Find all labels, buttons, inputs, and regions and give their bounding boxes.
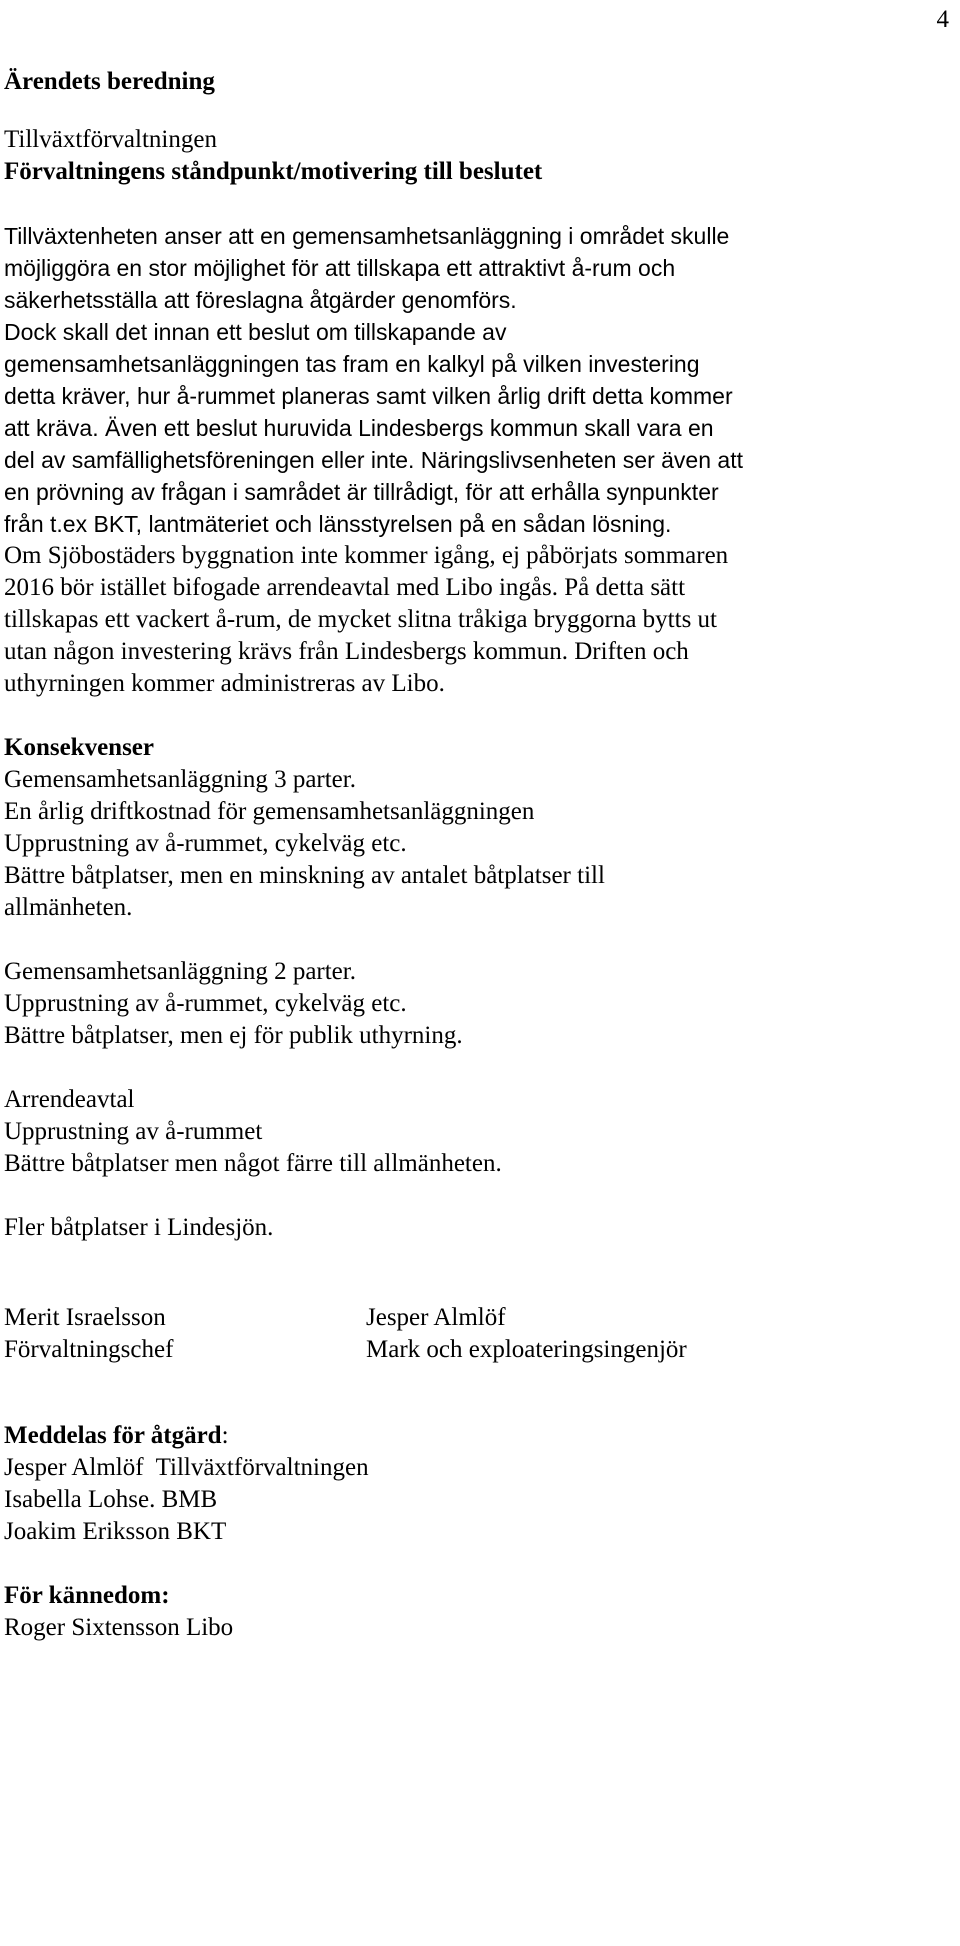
consequence-line: Bättre båtplatser men något färre till allmänheten.	[4, 1150, 502, 1177]
text-line: från t.ex BKT, lantmäteriet och länsstyrelsen på en sådan lösning.	[4, 511, 672, 537]
signer-title: Mark och exploateringsingenjör	[366, 1336, 687, 1363]
text-line: gemensamhetsanläggningen tas fram en kalkyl på vilken investering	[4, 351, 700, 377]
action-heading-line	[4, 1420, 956, 1452]
text-line: tillskapas ett vackert å-rum, de mycket slitna tråkiga bryggorna bytts ut	[4, 606, 717, 633]
consequence-line: Bättre båtplatser, men ej för publik uthyrning.	[4, 1022, 463, 1049]
consequence-line: Gemensamhetsanläggning 3 parter.	[4, 766, 356, 793]
consequence-line: Bättre båtplatser, men en minskning av antalet båtplatser till	[4, 862, 605, 889]
motivation-paragraph-continued	[4, 540, 956, 700]
text-line: detta kräver, hur å-rummet planeras samt vilken årlig drift detta kommer	[4, 383, 733, 409]
signature-2	[366, 1302, 728, 1366]
text-line: Tillväxtenheten anser att en gemensamhetsanläggning i området skulle	[4, 223, 730, 249]
action-heading-colon: :	[221, 1422, 229, 1449]
text-line: möjliggöra en stor möjlighet för att tillskapa ett attraktivt å-rum och	[4, 255, 676, 281]
consequence-line: Upprustning av å-rummet, cykelväg etc.	[4, 990, 407, 1017]
consequence-group-4	[4, 1212, 956, 1244]
page-number: 4	[936, 6, 949, 33]
motivation-heading: Förvaltningens ståndpunkt/motivering till beslutet	[4, 158, 543, 185]
document-body	[4, 66, 956, 1644]
text-line: Dock skall det innan ett beslut om tillskapande av	[4, 319, 507, 345]
recipient: Roger Sixtensson Libo	[4, 1614, 234, 1641]
consequence-line: allmänheten.	[4, 894, 133, 921]
consequence-line: En årlig driftkostnad för gemensamhetsanläggningen	[4, 798, 535, 825]
action-recipients	[4, 1452, 956, 1548]
text-line: Om Sjöbostäders byggnation inte kommer igång, ej påbörjats sommaren	[4, 542, 729, 569]
consequences-heading: Konsekvenser	[4, 734, 154, 761]
text-line: utan någon investering krävs från Lindesbergs kommun. Driften och	[4, 638, 689, 665]
consequence-line: Fler båtplatser i Lindesjön.	[4, 1214, 274, 1241]
department-name: Tillväxtförvaltningen	[4, 126, 217, 153]
action-heading: Meddelas för åtgärd	[4, 1422, 222, 1449]
consequence-line: Gemensamhetsanläggning 2 parter.	[4, 958, 356, 985]
info-heading: För kännedom:	[4, 1582, 170, 1609]
text-line: en prövning av frågan i samrådet är tillrådigt, för att erhålla synpunkter	[4, 479, 719, 505]
recipient: Joakim Eriksson BKT	[4, 1518, 227, 1545]
text-line: säkerhetsställa att föreslagna åtgärder genomförs.	[4, 287, 517, 313]
signer-name: Merit Israelsson	[4, 1304, 166, 1331]
text-line: uthyrningen kommer administreras av Libo.	[4, 670, 445, 697]
consequence-group-3	[4, 1084, 956, 1180]
text-line: att kräva. Även ett beslut huruvida Lindesbergs kommun skall vara en	[4, 415, 714, 441]
consequence-line: Arrendeavtal	[4, 1086, 135, 1113]
signer-name: Jesper Almlöf	[366, 1304, 506, 1331]
motivation-paragraph	[4, 220, 956, 540]
section-heading: Ärendets beredning	[4, 68, 215, 95]
text-line: 2016 bör istället bifogade arrendeavtal med Libo ingås. På detta sätt	[4, 574, 686, 601]
consequence-group-2	[4, 956, 956, 1052]
recipient: Isabella Lohse. BMB	[4, 1486, 218, 1513]
signer-title: Förvaltningschef	[4, 1336, 174, 1363]
consequence-line: Upprustning av å-rummet	[4, 1118, 263, 1145]
consequence-group-1	[4, 764, 956, 924]
signature-1	[4, 1302, 366, 1366]
text-line: del av samfällighetsföreningen eller inte. Näringslivsenheten ser även att	[4, 447, 743, 473]
recipient: Jesper Almlöf Tillväxtförvaltningen	[4, 1454, 369, 1481]
signature-block	[4, 1302, 956, 1366]
consequence-line: Upprustning av å-rummet, cykelväg etc.	[4, 830, 407, 857]
info-recipients	[4, 1612, 956, 1644]
